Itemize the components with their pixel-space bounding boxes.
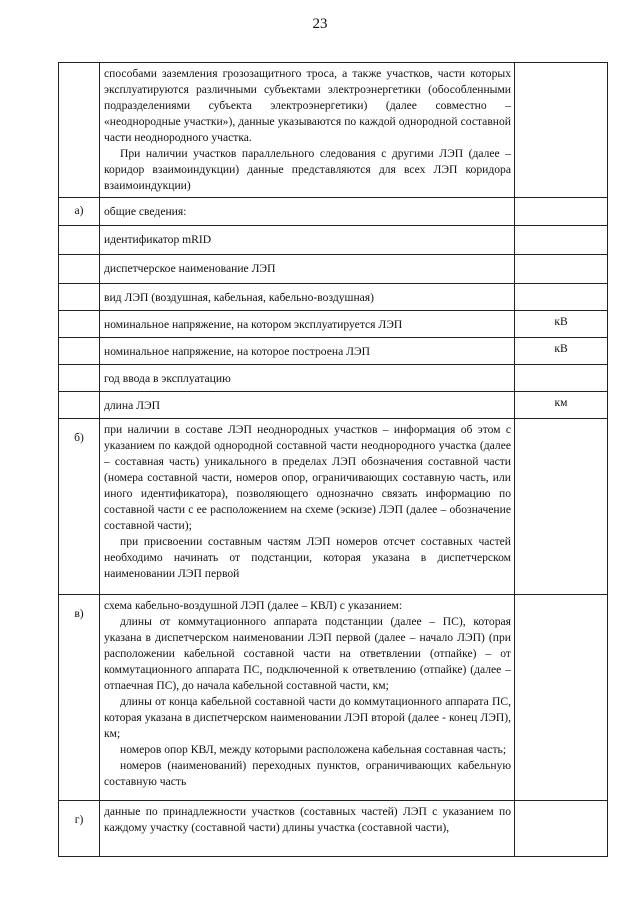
row-text: диспетчерское наименование ЛЭП <box>104 262 276 275</box>
table-row <box>59 255 608 284</box>
row-number: г) <box>74 813 84 826</box>
row-text-cell <box>100 365 515 392</box>
row-text-cell <box>100 284 515 311</box>
row-text-cell <box>100 419 515 595</box>
unit-label: кВ <box>554 342 568 355</box>
unit-label: кВ <box>554 315 568 328</box>
row-unit-cell <box>515 226 608 255</box>
row-number <box>59 255 99 261</box>
paragraph: номеров (наименований) переходных пунктов, ограничивающих кабельную составную часть <box>104 759 511 788</box>
unit-label <box>515 365 607 369</box>
row-text: идентификатор mRID <box>104 233 212 246</box>
row-number <box>59 392 99 398</box>
row-number-cell <box>59 801 100 857</box>
row-unit-cell <box>515 419 608 595</box>
paragraph: при присвоении составным частям ЛЭП номеров отсчет составных частей необходимо начинать от подстанции, которая указана в диспетчерском наименовании ЛЭП первой <box>104 535 511 580</box>
unit-label <box>515 284 607 288</box>
row-text: вид ЛЭП (воздушная, кабельная, кабельно-воздушная) <box>104 291 374 304</box>
row-number <box>59 63 99 75</box>
row-unit-cell <box>515 338 608 365</box>
unit-label <box>515 198 607 202</box>
row-text-cell <box>100 595 515 801</box>
row-number-cell <box>59 338 100 365</box>
page-number: 23 <box>312 16 328 32</box>
row-number <box>59 284 99 290</box>
paragraph: номеров опор КВЛ, между которыми расположена кабельная составная часть; <box>120 743 507 756</box>
row-number <box>59 311 99 317</box>
row-number-cell <box>59 63 100 198</box>
row-number-cell <box>59 595 100 801</box>
row-text-cell <box>100 311 515 338</box>
row-unit-cell <box>515 595 608 801</box>
row-number: б) <box>74 431 84 444</box>
unit-label <box>515 255 607 259</box>
table-row <box>59 338 608 365</box>
unit-label <box>515 801 607 805</box>
table-row <box>59 198 608 226</box>
unit-label <box>515 63 607 67</box>
requirements-table <box>58 62 608 857</box>
row-text: длина ЛЭП <box>104 399 161 412</box>
row-number <box>59 338 99 344</box>
unit-label: км <box>554 396 568 409</box>
row-text: общие сведения: <box>104 205 187 218</box>
row-text-cell <box>100 338 515 365</box>
row-number: в) <box>74 607 84 620</box>
row-text-cell <box>100 255 515 284</box>
row-number-cell <box>59 365 100 392</box>
row-text-cell <box>100 63 515 198</box>
row-unit-cell <box>515 284 608 311</box>
row-number-cell <box>59 392 100 419</box>
row-number-cell <box>59 311 100 338</box>
row-text-cell <box>100 801 515 857</box>
row-number-cell <box>59 255 100 284</box>
paragraph: при наличии в составе ЛЭП неоднородных участков – информация об этом с указанием по каждой однородной составной части неоднородного участка (далее – составная часть) уникального в пределах ЛЭП обозначения составной части (номера составной части, номеров опор, ограничивающих составную часть, или иного идентификатора), позволяющего однозначно связать информацию по составной части с ее расположением на схеме (эскизе) ЛЭП (далее – обозначение составной части); <box>104 423 511 532</box>
row-number-cell <box>59 226 100 255</box>
paragraph: При наличии участков параллельного следования с другими ЛЭП (далее – коридор взаимоиндукции) данные представляются для всех ЛЭП коридора взаимоиндукции) <box>104 147 511 192</box>
unit-label <box>515 595 607 599</box>
table-row <box>59 284 608 311</box>
table-row <box>59 365 608 392</box>
table-row <box>59 63 608 198</box>
row-number <box>59 365 99 371</box>
paragraph: схема кабельно-воздушной ЛЭП (далее – КВЛ) с указанием: <box>104 599 403 612</box>
row-text-cell <box>100 226 515 255</box>
row-unit-cell <box>515 198 608 226</box>
row-number: а) <box>74 204 84 217</box>
row-unit-cell <box>515 801 608 857</box>
row-unit-cell <box>515 365 608 392</box>
table-row <box>59 419 608 595</box>
row-text-cell <box>100 392 515 419</box>
row-unit-cell <box>515 255 608 284</box>
row-unit-cell <box>515 63 608 198</box>
row-number-cell <box>59 198 100 226</box>
row-number-cell <box>59 419 100 595</box>
paragraph: способами заземления грозозащитного троса, а также участков, части которых эксплуатируются различными субъектами электроэнергетики (обособленными подразделениями субъекта электроэнергетики) (далее совместно – «неоднородные участки»), данные указываются по каждой однородной составной части неоднородного участка. <box>104 67 511 144</box>
row-number-cell <box>59 284 100 311</box>
row-text: номинальное напряжение, на которое построена ЛЭП <box>104 345 371 358</box>
table-row <box>59 392 608 419</box>
row-unit-cell <box>515 392 608 419</box>
table-row <box>59 226 608 255</box>
paragraph: данные по принадлежности участков (составных частей) ЛЭП с указанием по каждому участку (составной части) длины участка (составной части), <box>104 805 511 834</box>
row-text-cell <box>100 198 515 226</box>
paragraph: длины от коммутационного аппарата подстанции (далее – ПС), которая указана в диспетчерском наименовании ЛЭП первой (далее – начало ЛЭП) (при расположении кабельной составной части на ответвлении (отпайке) – от коммутационного аппарата ПС, подключенной к ответвлению (отпайке) (далее – отпаечная ПС), до начала кабельной составной части, км; <box>104 615 511 692</box>
table-row <box>59 311 608 338</box>
row-number <box>59 226 99 232</box>
unit-label <box>515 226 607 230</box>
paragraph: длины от конца кабельной составной части до коммутационного аппарата ПС, которая указана в диспетчерском наименовании ЛЭП второй (далее - конец ЛЭП), км; <box>104 695 511 740</box>
table-row <box>59 595 608 801</box>
row-unit-cell <box>515 311 608 338</box>
row-text: год ввода в эксплуатацию <box>104 372 231 385</box>
row-text: номинальное напряжение, на котором эксплуатируется ЛЭП <box>104 318 403 331</box>
unit-label <box>515 419 607 423</box>
table-row <box>59 801 608 857</box>
